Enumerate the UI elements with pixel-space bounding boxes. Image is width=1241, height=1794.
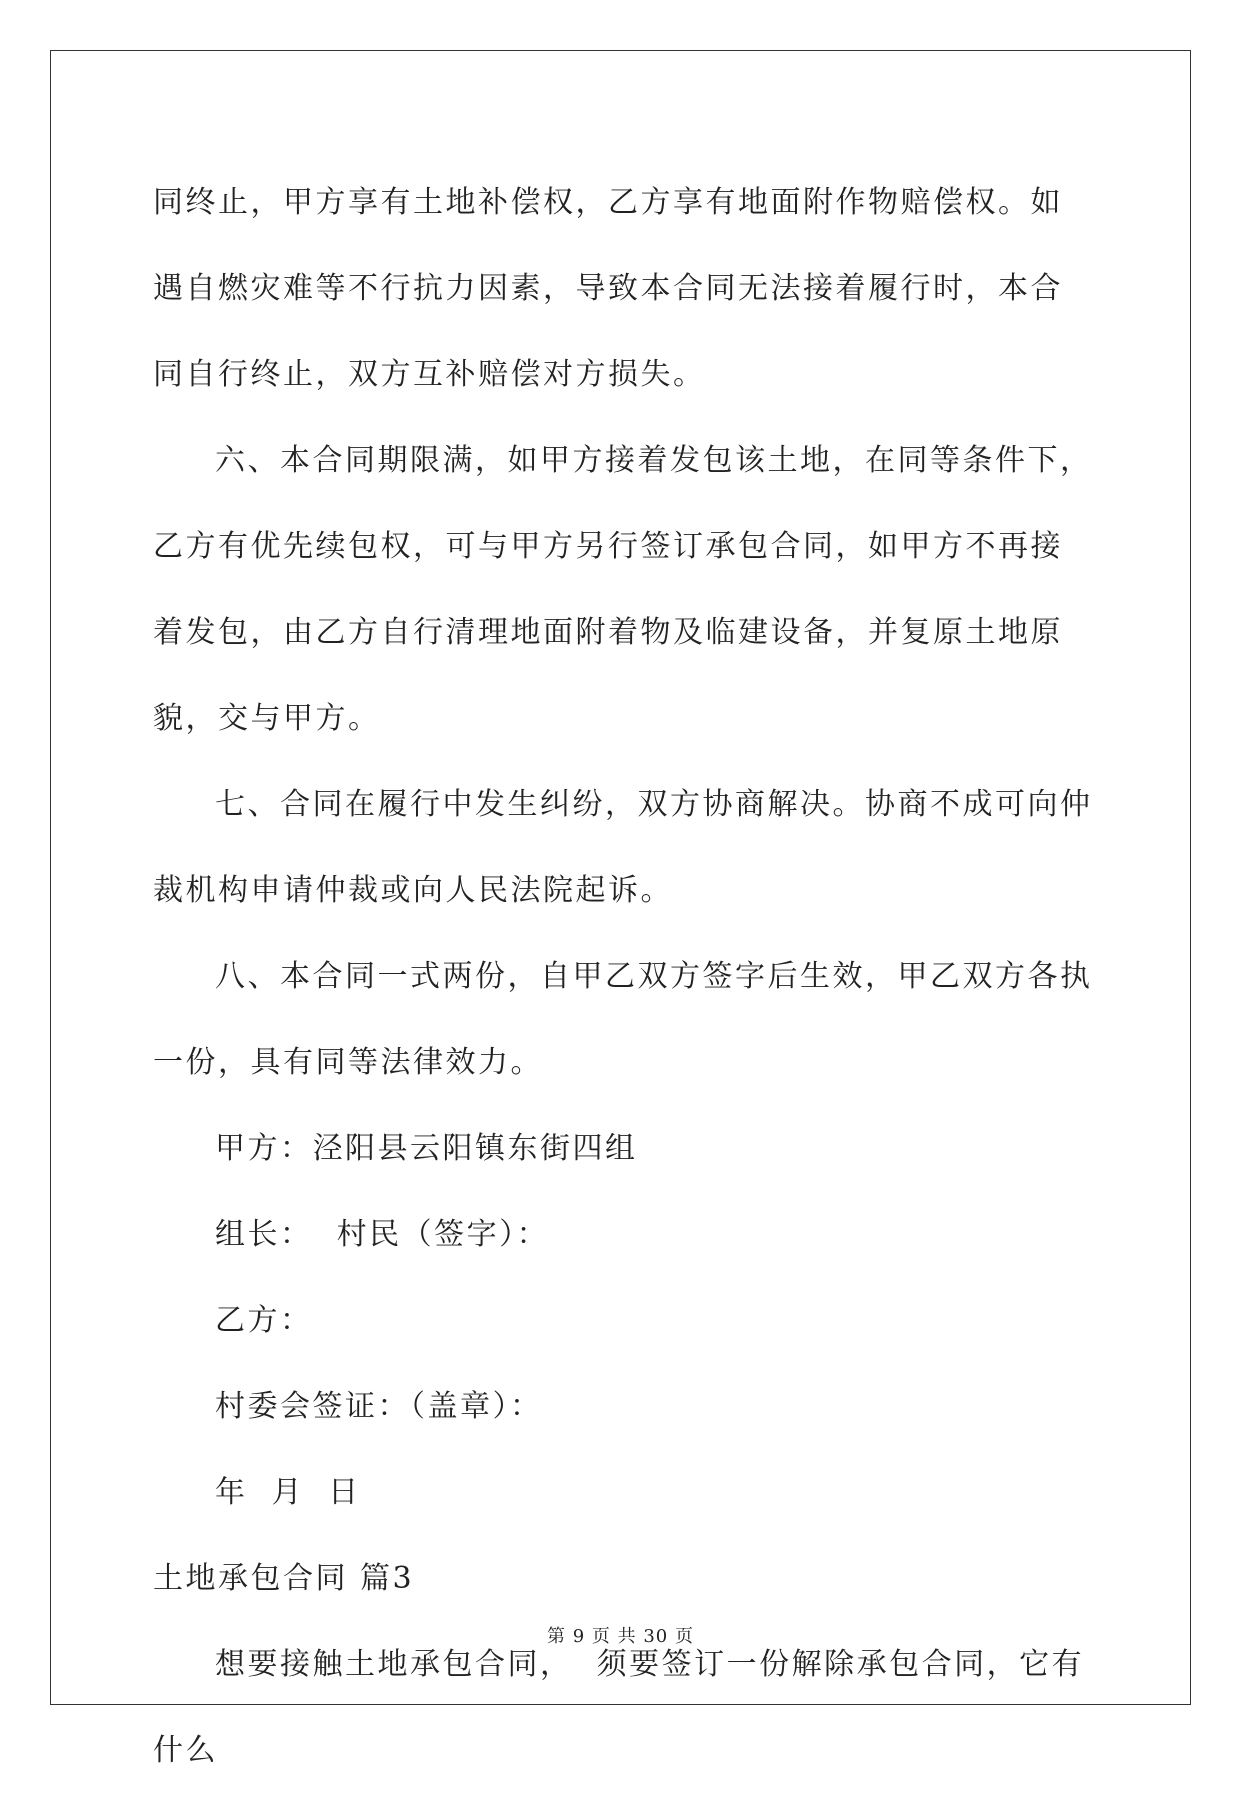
paragraph-clause-8: 八、本合同一式两份，自甲乙双方签字后生效，甲乙双方各执一份，具有同等法律效力。 <box>153 959 1093 1080</box>
paragraph-termination: 同终止，甲方享有土地补偿权，乙方享有地面附作物赔偿权。如遇自燃灾难等不行抗力因素，导致本合同无法接着履行时，本合同自行终止，双方互补赔偿对方损失。 <box>153 185 1063 392</box>
document-body <box>153 160 1093 1794</box>
leader-signature-line: 组长： 村民（签字）： <box>215 1217 550 1252</box>
committee-seal-line: 村委会签证：（盖章）： <box>215 1389 543 1424</box>
page-number-footer: 第 9 页 共 30 页 <box>547 1626 694 1647</box>
paragraph-clause-7: 七、合同在履行中发生纠纷，双方协商解决。协商不成可向仲裁机构申请仲裁或向人民法院起诉。 <box>153 787 1093 908</box>
paragraph-intro: 想要接触土地承包合同， 须要签订一份解除承包合同，它有什么 <box>153 1647 1085 1768</box>
party-a-line: 甲方：泾阳县云阳镇东街四组 <box>215 1131 638 1166</box>
date-line: 年 月 日 <box>215 1475 361 1510</box>
party-b-line: 乙方： <box>215 1303 313 1338</box>
paragraph-clause-6: 六、本合同期限满，如甲方接着发包该土地，在同等条件下，乙方有优先续包权，可与甲方另行签订承包合同，如甲方不再接着发包，由乙方自行清理地面附着物及临建设备，并复原土地原貌，交与甲方。 <box>153 443 1093 736</box>
section-heading: 土地承包合同 篇3 <box>153 1561 415 1596</box>
